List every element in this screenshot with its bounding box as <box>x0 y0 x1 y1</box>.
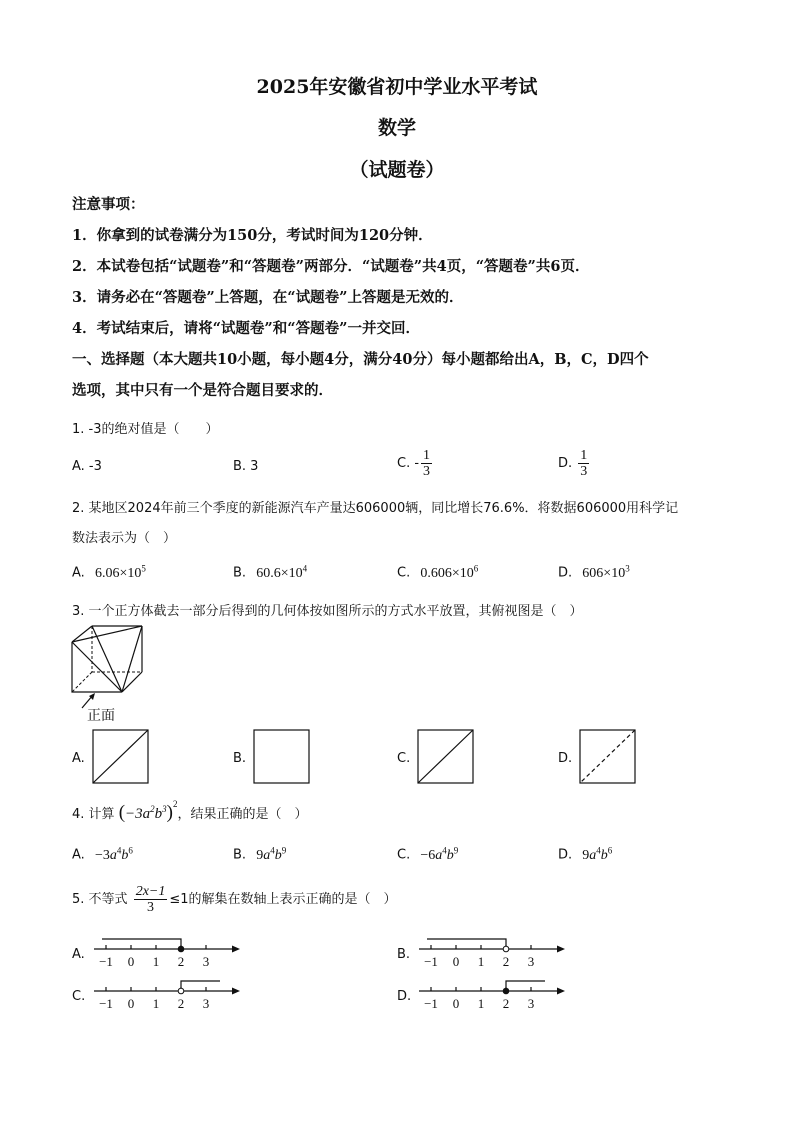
subject-title: 数学 <box>377 117 416 139</box>
numberline-arrow-icon <box>232 988 240 995</box>
notice-heading: 注意事项： <box>72 196 145 213</box>
notice-item-3: 3．请务必在“答题卷”上答题，在“试题卷”上答题是无效的． <box>72 289 464 306</box>
q2-c-base: 0.606×10 <box>420 565 474 581</box>
q3-option-d-label: D. <box>558 751 573 766</box>
solution-region <box>506 981 545 991</box>
q2-option-d <box>558 563 630 582</box>
q3-option-a-figure <box>92 729 150 785</box>
front-label: 正面 <box>87 708 115 724</box>
numberline-tick-label: 1 <box>477 996 485 1011</box>
solution-region <box>181 981 220 991</box>
numberline-tick-label: 3 <box>527 996 535 1011</box>
q5-option-d-numberline <box>415 976 569 1016</box>
q5-numerator: 2x−1 <box>135 884 166 899</box>
section-heading-line2: 选项，其中只有一个是符合题目要求的． <box>72 382 333 399</box>
numberline-arrow-icon <box>557 988 565 995</box>
q1-c-numerator: 1 <box>423 448 431 463</box>
q1-option-c <box>397 448 434 479</box>
numberline-tick-label: 0 <box>452 996 460 1011</box>
numberline-tick-label: 1 <box>152 996 160 1011</box>
numberline-tick-label: 3 <box>202 996 210 1011</box>
open-endpoint <box>503 946 509 952</box>
q3-solid-figure <box>66 622 166 702</box>
q5-stem-suffix: ≤1的解集在数轴上表示正确的是（ ） <box>169 892 397 907</box>
numberline-tick-label: 1 <box>152 954 160 969</box>
q5-stem <box>72 884 397 915</box>
numberline-tick-label: 1 <box>477 954 485 969</box>
q2-option-c <box>397 563 478 582</box>
closed-endpoint <box>503 988 509 994</box>
q4-stem-prefix: 4. 计算 <box>72 807 115 822</box>
numberline-tick-label: −1 <box>99 954 113 969</box>
q2-c-exp: 6 <box>473 563 479 573</box>
q2-b-base: 60.6×10 <box>256 565 303 581</box>
q3-option-b-figure <box>253 729 311 785</box>
q5-option-c-numberline <box>90 976 244 1016</box>
q4-expression: $(-3a^2b^3)^2$ <box>118 799 178 823</box>
q2-stem-line1: 2. 某地区2024年前三个季度的新能源汽车产量达606000辆，同比增长76.6%．将数据606000用科学记 <box>72 501 679 516</box>
paper-type: （试题卷） <box>349 159 445 181</box>
q1-option-c-label: C. - <box>397 456 420 471</box>
q1-stem: 1. -3的绝对值是（ ） <box>72 422 219 437</box>
q2-d-exp: 3 <box>625 563 630 573</box>
q3-option-a-label: A. <box>72 751 85 766</box>
q3-option-b-label: B. <box>233 751 247 766</box>
q4-a-label: A. <box>72 847 85 863</box>
q3-option-c-figure <box>417 729 475 785</box>
q2-c-label: C. <box>397 565 411 581</box>
q4-option-c: C. $-6a^4b^9$ <box>397 845 459 863</box>
q2-a-exp: 5 <box>141 563 146 573</box>
numberline-tick-label: 2 <box>502 996 510 1011</box>
numberline-tick-label: 0 <box>127 996 135 1011</box>
q4-option-a: A. $-3a^4b^6$ <box>72 845 133 863</box>
q5-option-d-label: D. <box>397 989 412 1004</box>
q5-stem-prefix: 5. 不等式 <box>72 892 128 907</box>
q4-stem <box>72 799 308 824</box>
numberline-arrow-icon <box>232 946 240 953</box>
section-heading-line1: 一、选择题（本大题共10小题，每小题4分，满分40分）每小题都给出A，B，C，D四个 <box>72 351 649 368</box>
q2-b-label: B. <box>233 565 247 581</box>
q4-c-label: C. <box>397 847 411 863</box>
q3-stem: 3. 一个正方体截去一部分后得到的几何体按如图所示的方式水平放置，其俯视图是（ ） <box>72 604 583 619</box>
solution-region <box>427 939 506 949</box>
numberline-tick-label: 0 <box>452 954 460 969</box>
q5-option-c-label: C. <box>72 989 86 1004</box>
q5-option-a-numberline <box>90 934 244 974</box>
q1-option-b: B. 3 <box>233 459 259 474</box>
numberline-arrow-icon <box>557 946 565 953</box>
q4-option-b: B. $9a^4b^9$ <box>233 845 287 863</box>
q2-b-exp: 4 <box>302 563 308 573</box>
q1-option-a: A. -3 <box>72 459 102 474</box>
q3-option-c-label: C. <box>397 751 411 766</box>
numberline-tick-label: −1 <box>424 996 438 1011</box>
q4-stem-suffix: ，结果正确的是（ ） <box>177 807 308 822</box>
numberline-tick-label: 0 <box>127 954 135 969</box>
q1-d-numerator: 1 <box>580 448 588 463</box>
numberline-tick-label: −1 <box>99 996 113 1011</box>
q1-c-denominator: 3 <box>423 464 431 479</box>
q5-option-b-label: B. <box>397 947 411 962</box>
q2-option-b <box>233 563 307 582</box>
notice-item-1: 1．你拿到的试卷满分为150分，考试时间为120分钟． <box>72 227 433 244</box>
q1-option-d <box>558 448 591 479</box>
open-endpoint <box>178 988 184 994</box>
q5-denominator: 3 <box>147 900 155 915</box>
numberline-tick-label: −1 <box>424 954 438 969</box>
q2-d-base: 606×10 <box>582 565 626 581</box>
q4-d-label: D. <box>558 847 573 863</box>
numberline-tick-label: 2 <box>502 954 510 969</box>
q1-d-denominator: 3 <box>580 464 588 479</box>
q4-b-label: B. <box>233 847 247 863</box>
solution-region <box>102 939 181 949</box>
notice-item-4: 4．考试结束后，请将“试题卷”和“答题卷”一并交回． <box>72 320 420 337</box>
closed-endpoint <box>178 946 184 952</box>
q1-option-d-label: D. <box>558 456 573 471</box>
numberline-tick-label: 3 <box>202 954 210 969</box>
numberline-tick-label: 2 <box>177 954 185 969</box>
q5-option-a-label: A. <box>72 947 85 962</box>
q2-a-label: A. <box>72 565 85 581</box>
q2-stem-line2: 数法表示为（ ） <box>72 531 177 546</box>
q3-option-d-figure <box>579 729 637 785</box>
exam-title: 2025年安徽省初中学业水平考试 <box>256 76 538 98</box>
q2-option-a <box>72 563 146 582</box>
numberline-tick-label: 3 <box>527 954 535 969</box>
q4-option-d: D. $9a^4b^6$ <box>558 845 613 863</box>
numberline-tick-label: 2 <box>177 996 185 1011</box>
q5-option-b-numberline <box>415 934 569 974</box>
q2-d-label: D. <box>558 565 573 581</box>
q2-a-base: 6.06×10 <box>94 565 142 581</box>
notice-item-2: 2．本试卷包括“试题卷”和“答题卷”两部分．“试题卷”共4页，“答题卷”共6页． <box>72 258 590 275</box>
